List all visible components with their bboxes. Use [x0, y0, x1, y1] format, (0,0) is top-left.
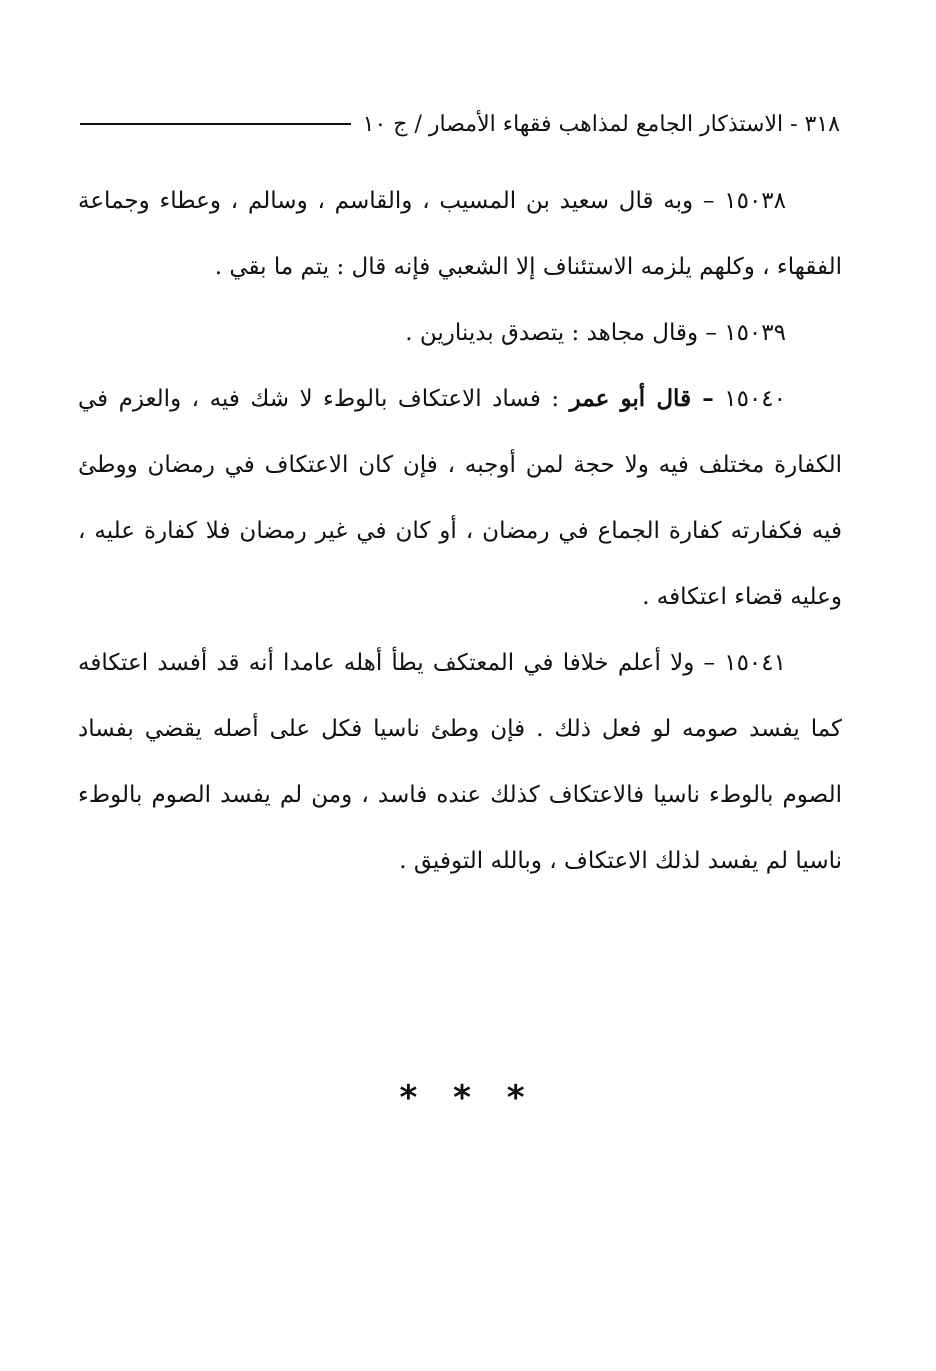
header-rule	[80, 123, 351, 125]
body-text	[78, 168, 842, 894]
paragraph-text: – وقال مجاهد : يتصدق بدينارين .	[405, 320, 717, 346]
paragraph-lead: – قال أبو عمر	[569, 385, 714, 412]
page-header	[80, 104, 840, 144]
paragraph-number: ١٥٠٤١	[724, 650, 786, 676]
paragraph-15040	[78, 366, 842, 630]
paragraph-text: : فساد الاعتكاف بالوطء لا شك فيه ، والعزم في الكفارة مختلف فيه ولا حجة لمن أوجبه ، فإن كان الاعتكاف في رمضان ووطئ فيه فكفارته كفارة الجماع في رمضان ، أو كان في غير رمضان فلا كفارة عليه ، وعليه قضاء اعتكافه .	[78, 386, 842, 610]
running-title: ٣١٨ - الاستذكار الجامع لمذاهب فقهاء الأمصار / ج ١٠	[362, 111, 840, 137]
paragraph-15041	[78, 630, 842, 894]
paragraph-15039	[78, 300, 842, 366]
paragraph-text: – وبه قال سعيد بن المسيب ، والقاسم ، وسالم ، وعطاء وجماعة الفقهاء ، وكلهم يلزمه الاستئناف إلا الشعبي فإنه قال : يتم ما بقي .	[78, 188, 842, 280]
paragraph-number: ١٥٠٣٩	[724, 320, 786, 346]
paragraph-number: ١٥٠٤٠	[724, 386, 787, 412]
section-separator: * * *	[399, 1078, 537, 1118]
paragraph-15038	[78, 168, 842, 300]
paragraph-number: ١٥٠٣٨	[724, 188, 787, 214]
paragraph-text: – ولا أعلم خلافا في المعتكف يطأ أهله عامدا أنه قد أفسد اعتكافه كما يفسد صومه لو فعل ذلك . فإن وطئ ناسيا فكل على أصله يقضي بفساد الصوم بالوطء ناسيا فالاعتكاف كذلك عنده فاسد ، ومن لم يفسد الصوم بالوطء ناسيا لم يفسد لذلك الاعتكاف ، وبالله التوفيق .	[78, 650, 842, 874]
